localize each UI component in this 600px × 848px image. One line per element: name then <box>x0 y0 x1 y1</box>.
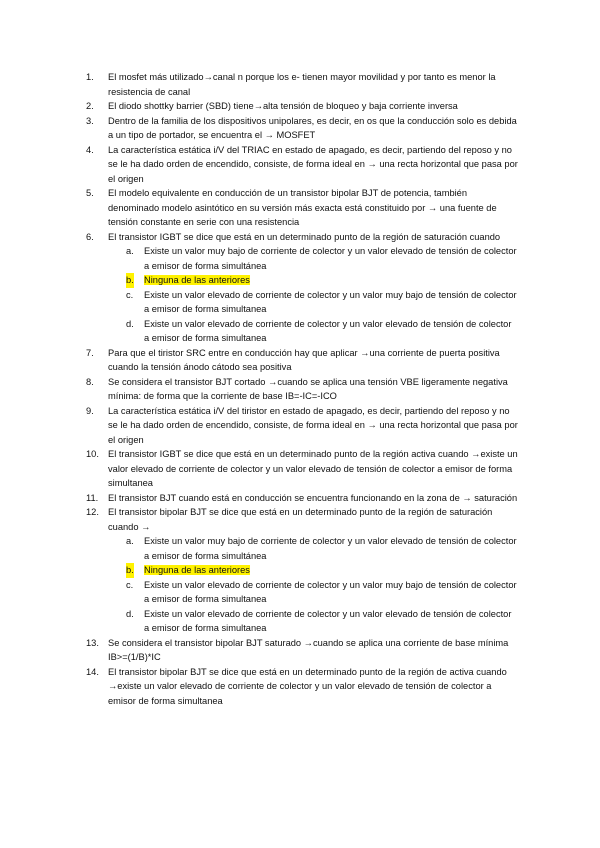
question-text: Se considera el transistor BJT cortado →cuando se aplica una tensión VBE ligeramente negativa mínima: de forma que la corriente de base IB=-IC=-ICO <box>108 376 508 401</box>
question-item <box>86 491 518 506</box>
question-number: 10. <box>86 449 99 459</box>
question-text: El transistor bipolar BJT se dice que está en un determinado punto de la región de activa cuando →existe un valor elevado de corriente de colector y un valor elevado de tensión de colector a emisor de forma simultanea <box>108 666 507 706</box>
question-number: 14. <box>86 666 99 677</box>
option-text: Existe un valor muy bajo de corriente de colector y un valor elevado de tensión de colector a emisor de forma simultánea <box>144 536 517 561</box>
question-text: El transistor BJT cuando está en conducción se encuentra funcionando en la zona de → saturación <box>108 492 518 503</box>
question-number: 13. <box>86 637 99 648</box>
answer-options <box>108 534 518 636</box>
question-text: La característica estática i/V del TRIAC en estado de apagado, es decir, partiendo del reposo y no se le ha dado orden de encendido, consiste, de forma ideal en → una recta horizontal que pasa por el origen <box>108 144 518 184</box>
question-number: 9. <box>86 405 94 416</box>
question-text: El modelo equivalente en conducción de un transistor bipolar BJT de potencia, también denominado modelo asintótico en su versión más exacta está constituido por → una fuente de tensión constante en serie con una resistencia <box>108 188 497 227</box>
option-text-highlighted: Ninguna de las anteriores <box>144 565 250 575</box>
answer-option <box>108 607 518 636</box>
option-text: Existe un valor elevado de corriente de colector y un valor elevado de tensión de colector a emisor de forma simultanea <box>144 608 512 633</box>
question-text: El diodo shottky barrier (SBD) tiene→alta tensión de bloqueo y baja corriente inversa <box>108 101 458 111</box>
question-text: Se considera el transistor bipolar BJT saturado →cuando se aplica una corriente de base mínima IB>=(1/B)*IC <box>108 637 509 662</box>
question-text: El mosfet más utilizado→canal n porque los e- tienen mayor movilidad y por tanto es menor la resistencia de canal <box>108 72 496 97</box>
answer-option <box>108 288 518 317</box>
question-number: 7. <box>86 347 94 358</box>
question-number: 4. <box>86 144 94 155</box>
option-letter: b. <box>126 563 134 578</box>
question-list <box>86 70 518 708</box>
answer-option <box>108 317 518 346</box>
question-item <box>86 404 518 448</box>
question-number: 8. <box>86 376 94 387</box>
answer-option-correct <box>108 273 518 288</box>
question-text: La característica estática i/V del tiristor en estado de apagado, es decir, partiendo del reposo y no se le ha dado orden de encendido, consiste, de forma ideal en → una recta horizontal que pasa por el origen <box>108 405 518 445</box>
question-number: 12. <box>86 507 99 517</box>
question-item <box>86 447 518 491</box>
answer-option <box>108 534 518 563</box>
question-number: 11. <box>86 492 99 503</box>
option-text: Existe un valor muy bajo de corriente de colector y un valor elevado de tensión de colector a emisor de forma simultánea <box>144 246 517 271</box>
question-item <box>86 99 518 114</box>
option-text: Existe un valor elevado de corriente de colector y un valor elevado de tensión de colector a emisor de forma simultanea <box>144 318 512 343</box>
question-item <box>86 505 518 636</box>
question-item <box>86 186 518 230</box>
question-item <box>86 114 518 143</box>
question-text: Dentro de la familia de los dispositivos unipolares, es decir, en os que la conducción solo es debida a un tipo de portador, se encuentra el → MOSFET <box>108 115 517 140</box>
option-letter: d. <box>126 318 134 329</box>
question-item <box>86 143 518 187</box>
option-text-highlighted: Ninguna de las anteriores <box>144 275 250 285</box>
question-number: 6. <box>86 231 94 242</box>
option-letter: c. <box>126 289 134 300</box>
option-letter: a. <box>126 536 134 546</box>
question-number: 2. <box>86 101 94 111</box>
question-item <box>86 375 518 404</box>
question-number: 5. <box>86 188 94 198</box>
answer-options <box>108 244 518 346</box>
option-letter: a. <box>126 246 134 256</box>
answer-option-correct <box>108 563 518 578</box>
question-text: El transistor IGBT se dice que está en un determinado punto de la región de saturación cuando <box>108 231 501 242</box>
option-letter: b. <box>126 273 134 288</box>
answer-option <box>108 578 518 607</box>
option-text: Existe un valor elevado de corriente de colector y un valor muy bajo de tensión de colector a emisor de forma simultanea <box>144 289 517 314</box>
question-item <box>86 346 518 375</box>
answer-option <box>108 244 518 273</box>
question-item <box>86 230 518 346</box>
option-letter: c. <box>126 579 134 590</box>
question-item <box>86 70 518 99</box>
question-item <box>86 665 518 709</box>
option-letter: d. <box>126 608 134 619</box>
question-number: 3. <box>86 115 94 126</box>
question-text: Para que el tiristor SRC entre en conducción hay que aplicar →una corriente de puerta positiva cuando la tensión ánodo cátodo sea positiva <box>108 347 500 372</box>
question-text: El transistor bipolar BJT se dice que está en un determinado punto de la región de saturación cuando → <box>108 507 493 532</box>
question-number: 1. <box>86 72 94 82</box>
question-text: El transistor IGBT se dice que está en un determinado punto de la región activa cuando →existe un valor elevado de corriente de colector y un valor elevado de tensión de colector a emisor de forma simultanea <box>108 449 518 488</box>
question-item <box>86 636 518 665</box>
option-text: Existe un valor elevado de corriente de colector y un valor muy bajo de tensión de colector a emisor de forma simultanea <box>144 579 517 604</box>
